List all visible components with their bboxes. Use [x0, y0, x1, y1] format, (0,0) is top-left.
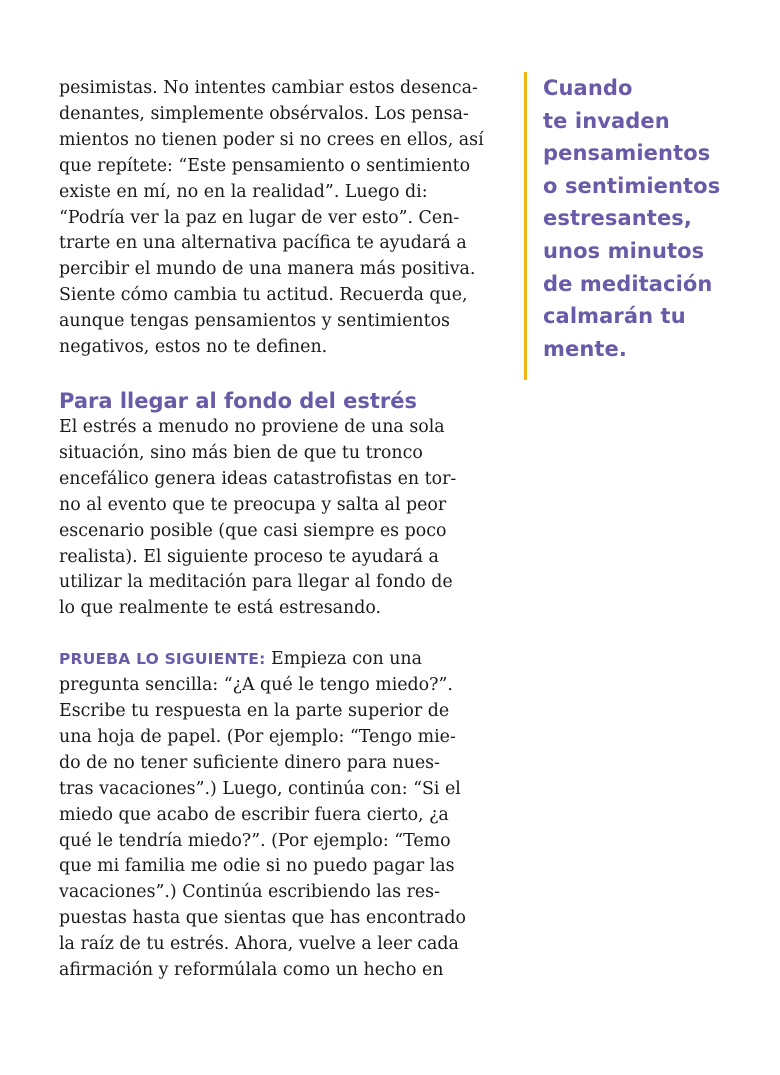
text-line: utilizar la meditación para llegar al fondo de	[59, 572, 453, 593]
pull-quote-line: mente.	[543, 336, 627, 361]
intro-paragraph	[59, 76, 504, 361]
pull-quote-line: calmarán tu	[543, 304, 686, 329]
text-line: mientos no tienen poder si no crees en ellos, así	[59, 129, 484, 150]
text-line: Escribe tu respuesta en la parte superior de	[59, 701, 450, 722]
section-body-paragraph	[59, 415, 504, 622]
try-this-paragraph	[59, 647, 504, 984]
text-line: no al evento que te preocupa y salta al peor	[59, 494, 447, 515]
text-line: percibir el mundo de una manera más positiva.	[59, 259, 476, 280]
text-line: tras vacaciones”.) Luego, continúa con: “Si el	[59, 778, 461, 799]
text-line: Siente cómo cambia tu actitud. Recuerda que,	[59, 285, 468, 306]
text-line: pesimistas. No intentes cambiar estos desenca-	[59, 78, 478, 98]
text-line: una hoja de papel. (Por ejemplo: “Tengo mie-	[59, 726, 456, 747]
text-line: aunque tengas pensamientos y sentimientos	[59, 311, 450, 332]
pull-quote-line: de meditación	[543, 271, 713, 296]
text-line: que mi familia me odie si no puedo pagar las	[59, 856, 455, 877]
text-line: do de no tener suficiente dinero para nues-	[59, 752, 440, 773]
text-line	[59, 647, 504, 673]
text-line: afirmación y reformúlala como un hecho en	[59, 960, 444, 981]
text-line: escenario posible (que casi siempre es poco	[59, 520, 447, 541]
text-line: qué le tendría miedo?”. (Por ejemplo: “Temo	[59, 830, 451, 851]
section-heading: Para llegar al fondo del estrés	[59, 388, 417, 413]
pull-quote	[524, 72, 754, 380]
text-line: la raíz de tu estrés. Ahora, vuelve a leer cada	[59, 934, 459, 955]
pull-quote-line: o sentimientos	[543, 173, 721, 198]
text-line: vacaciones”.) Continúa escribiendo las res-	[59, 882, 440, 903]
pull-quote-line: te invaden	[543, 108, 670, 133]
text-line: puestas hasta que sientas que has encontrado	[59, 908, 467, 929]
pull-quote-line: pensamientos	[543, 141, 711, 166]
text-line: realista). El siguiente proceso te ayudará a	[59, 546, 439, 567]
main-text-column	[59, 76, 504, 984]
try-this-label: PRUEBA LO SIGUIENTE:	[59, 650, 266, 669]
text-line: miedo que acabo de escribir fuera cierto, ¿a	[59, 804, 449, 825]
text-line: El estrés a menudo no proviene de una sola	[59, 416, 445, 437]
pull-quote-line: unos minutos	[543, 238, 705, 263]
text-line: situación, sino más bien de que tu tronco	[59, 442, 423, 463]
text-line: existe en mí, no en la realidad”. Luego di:	[59, 181, 428, 202]
text-line: negativos, estos no te definen.	[59, 337, 328, 358]
text-line: pregunta sencilla: “¿A qué le tengo miedo?”.	[59, 675, 453, 696]
text-line: denantes, simplemente obsérvalos. Los pensa-	[59, 103, 469, 124]
text-line: encefálico genera ideas catastrofistas en tor-	[59, 468, 457, 489]
text-line: “Podría ver la paz en lugar de ver esto”. Cen-	[59, 207, 460, 228]
text-line: trarte en una alternativa pacífica te ayudará a	[59, 233, 467, 254]
text-line: que repítete: “Este pensamiento o sentimiento	[59, 155, 471, 176]
try-first-line-text: Empieza con una	[265, 649, 422, 670]
text-line: lo que realmente te está estresando.	[59, 598, 382, 619]
pull-quote-line: estresantes,	[543, 206, 692, 231]
pull-quote-line: Cuando	[543, 76, 633, 100]
